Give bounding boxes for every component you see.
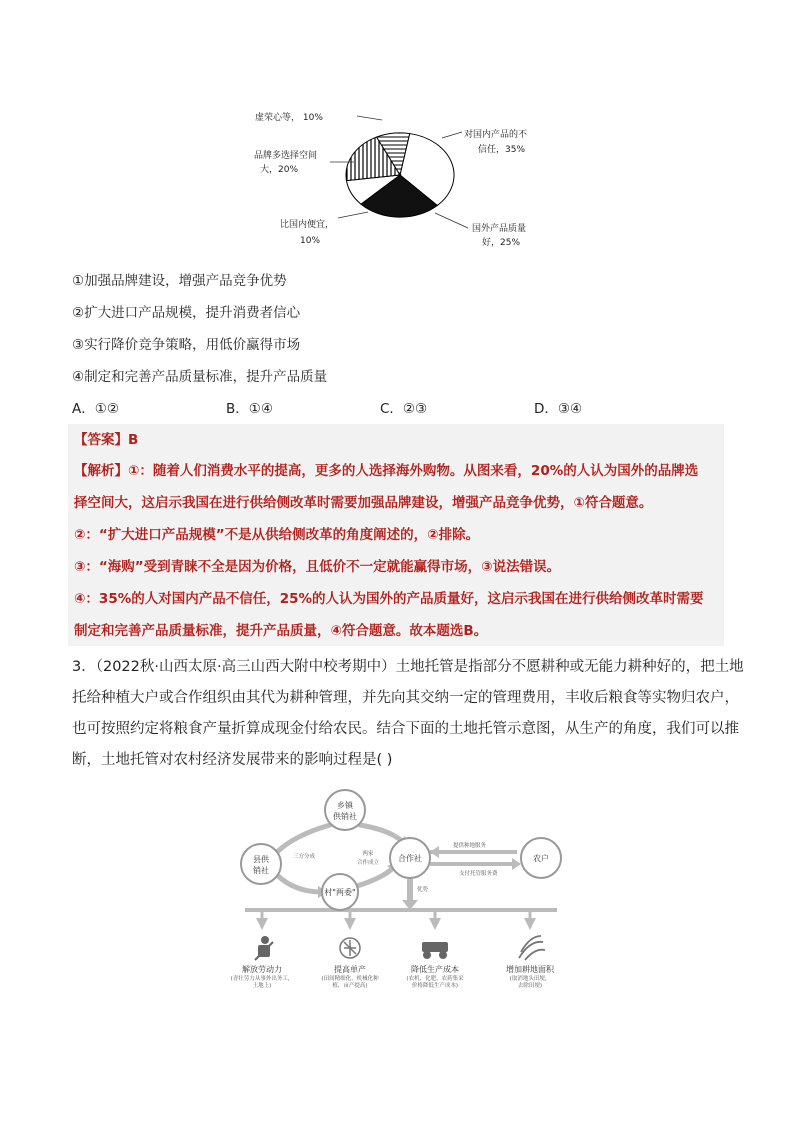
pie-label-quality-1: 国外产品质量	[472, 224, 527, 234]
statement-2: ②扩大进口产品规模，提升消费者信心	[72, 305, 301, 321]
outcome-3-note-2: 价格降低生产成本)	[411, 983, 459, 989]
pie-label-vanity: 虚荣心等， 10%	[255, 113, 323, 123]
outcome-2-title: 提高单产	[334, 965, 366, 974]
outcome-1-note-1: (青壮劳力从事外出务工，	[230, 976, 294, 982]
edge-two-1: 两家	[362, 851, 374, 857]
town-coop-node	[325, 790, 365, 830]
option-b: B．①④	[226, 401, 273, 417]
outcome-4-title: 增加耕地面积	[506, 965, 554, 974]
analysis-line-3: ②：“扩大进口产品规模”不是从供给侧改革的角度阐述的，②排除。	[74, 527, 480, 543]
pie-label-distrust-2: 信任，35%	[478, 145, 526, 155]
outcome-2-note-1: (田间精细化、机械化种	[321, 976, 379, 982]
land-trust-diagram	[225, 780, 585, 1000]
question3-line-4: 断，土地托管对农村经济发展带来的影响过程是( )	[72, 752, 393, 768]
tractor-icon	[422, 942, 448, 959]
statement-4: ④制定和完善产品质量标准，提升产品质量	[72, 369, 328, 385]
answer-key: 【答案】B	[74, 432, 139, 448]
outcome-4-note-1: (取消地头田埂，	[509, 976, 551, 982]
analysis-line-2: 择空间大，这启示我国在进行供给侧改革时需要加强品牌建设，增强产品竞争优势，①符合题意。	[74, 495, 653, 511]
analysis-line-5: ④：35%的人对国内产品不信任，25%的人认为国外的产品质量好，这启示我国在进行供给侧改革时需要	[74, 591, 704, 607]
grain-icon	[340, 938, 360, 958]
worker-icon	[255, 936, 273, 960]
outcome-3-title: 降低生产成本	[411, 965, 459, 974]
edge-three-way: 三方分成	[293, 854, 316, 860]
pie-chart	[250, 100, 550, 250]
county-coop-node	[241, 844, 281, 884]
pie-label-brand-1: 品牌多选择空间	[254, 151, 318, 161]
pie-label-brand-2: 大，20%	[260, 165, 299, 175]
statement-3: ③实行降价竞争策略，用低价赢得市场	[72, 337, 301, 353]
town-node-label-2: 供销社	[333, 812, 357, 821]
field-icon	[519, 936, 545, 960]
edge-advantage: 优势	[417, 887, 429, 893]
analysis-line-6: 制定和完善产品质量标准，提升产品质量，④符合题意。故本题选B。	[74, 623, 488, 639]
county-node-label-2: 销社	[253, 866, 269, 875]
outcome-2-note-2: 植，亩产提高)	[332, 983, 368, 989]
pie-label-cheap-1: 比国内便宜，	[280, 220, 335, 230]
statement-1: ①加强品牌建设，增强产品竞争优势	[72, 273, 287, 289]
village-node-label: 村"两委"	[324, 888, 356, 897]
pie-label-quality-2: 好，25%	[482, 238, 521, 248]
option-c: C．②③	[380, 401, 428, 417]
outcome-1-note-2: 土地上)	[252, 983, 272, 989]
question3-line-2: 托给种植大户或合作组织由其代为耕种管理，并先向其交纳一定的管理费用，丰收后粮食等实物归农户，	[72, 690, 739, 706]
edge-pay: 支付托管服务费	[459, 871, 498, 877]
pie-label-cheap-2: 10%	[300, 236, 321, 246]
edge-provide: 提供种地服务	[453, 843, 487, 849]
outcome-3-note-1: (农机、化肥、农药集采	[406, 976, 464, 982]
coop-node-label: 合作社	[398, 854, 422, 863]
question3-line-1: 3．（2022秋·山西太原·高三山西大附中校考期中）土地托管是指部分不愿耕种或无能力耕种好的，把土地	[72, 659, 744, 675]
outcome-1-title: 解放劳动力	[242, 965, 282, 974]
pie-label-distrust-1: 对国内产品的不	[464, 130, 528, 140]
farmer-node-label: 农户	[533, 854, 549, 863]
outcome-4-note-2: 去除田埂)	[517, 983, 543, 989]
option-d: D．③④	[534, 401, 583, 417]
analysis-line-4: ③：“海购”受到青睐不全是因为价格，且低价不一定就能赢得市场，③说法错误。	[74, 559, 561, 575]
question3-line-3: 也可按照约定将粮食产量折算成现金付给农民。结合下面的土地托管示意图，从生产的角度，我们可以推	[72, 721, 739, 737]
analysis-line-1: 【解析】①：随着人们消费水平的提高，更多的人选择海外购物。从图来看，20%的人认为国外的品牌选	[74, 463, 699, 479]
town-node-label-1: 乡镇	[337, 801, 353, 810]
option-a: A．①②	[72, 401, 119, 417]
county-node-label-1: 县供	[253, 855, 269, 864]
edge-two-2: 合作成立	[356, 860, 380, 866]
